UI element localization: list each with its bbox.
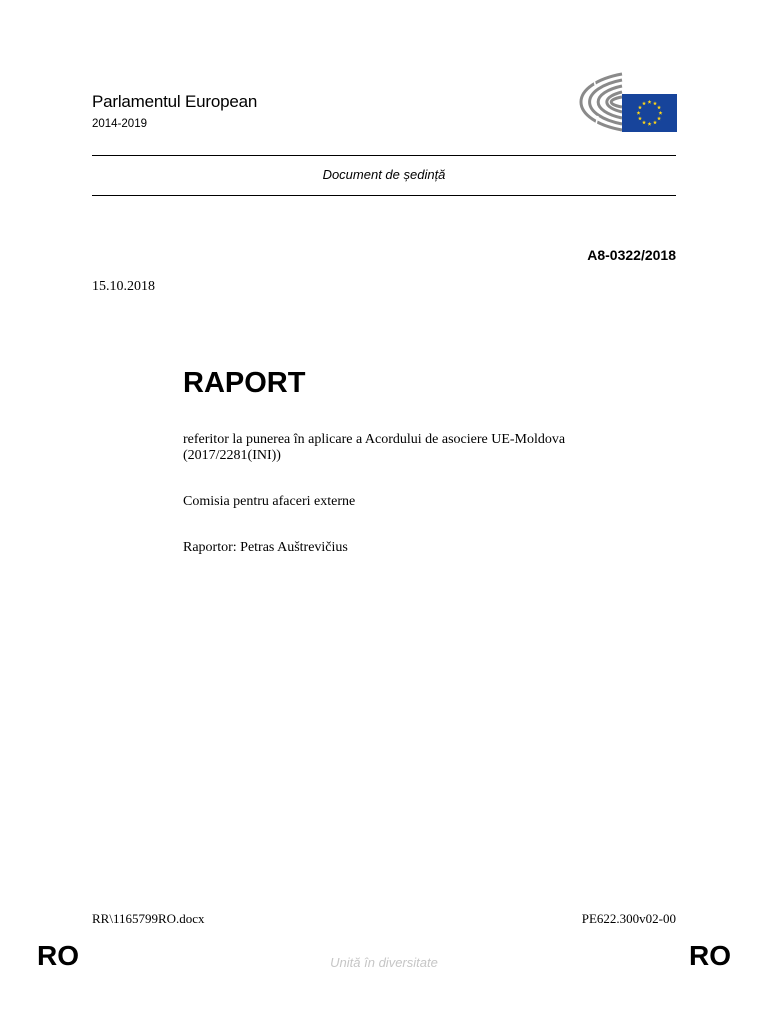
pe-number: PE622.300v02-00 <box>581 911 676 926</box>
institution-name: Parlamentul European <box>92 92 258 111</box>
bottom-rule <box>92 195 676 196</box>
procedure-number: (2017/2281(INI)) <box>183 448 281 463</box>
eu-flag <box>622 94 677 132</box>
eu-motto: Unită în diversitate <box>330 955 438 970</box>
document-reference: A8-0322/2018 <box>587 247 676 263</box>
document-type: Document de ședință <box>322 167 446 182</box>
rapporteur: Raportor: Petras Auštrevičius <box>183 540 348 555</box>
file-name: RR\1165799RO.docx <box>92 911 205 926</box>
parliamentary-term: 2014-2019 <box>92 118 147 130</box>
document-date: 15.10.2018 <box>92 279 155 294</box>
european-parliament-logo-icon <box>556 68 678 134</box>
language-code-right: RO <box>689 940 731 971</box>
report-subtitle <box>183 432 663 464</box>
subtitle-line: referitor la punerea în aplicare a Acordului de asociere UE-Moldova <box>183 432 566 447</box>
committee-name: Comisia pentru afaceri externe <box>183 494 356 509</box>
top-rule <box>92 155 676 156</box>
report-title: RAPORT <box>183 367 306 399</box>
language-code-left: RO <box>37 940 79 971</box>
